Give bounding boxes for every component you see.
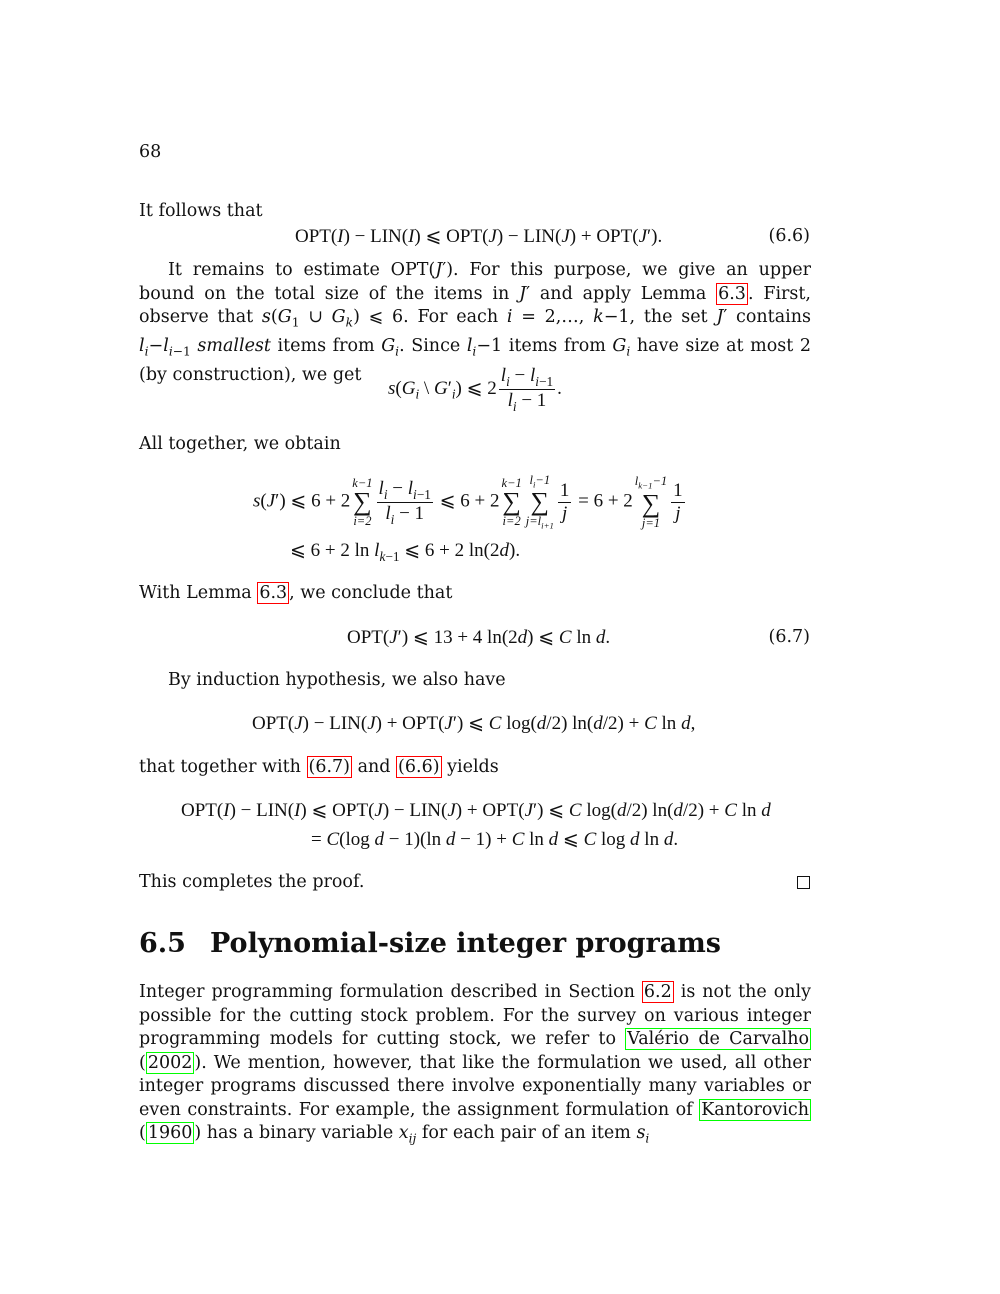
- citation-author-link-2[interactable]: Kantorovich: [701, 1099, 809, 1120]
- inequality-group-size: $s(G_i$ \ $G'_i$) ⩽ 2 $\frac{l_i - l_{i-1}}{l_i - 1}$ .: [388, 365, 562, 414]
- equation-label-6-7: (6.7): [768, 627, 810, 647]
- inequality-sum-line2: ⩽ 6 + 2 $\ln l_{k-1}$ ⩽ 6 + 2 ln(2d).: [290, 540, 521, 564]
- citation-year-link-2[interactable]: 1960: [147, 1123, 193, 1143]
- inequality-sum-line1: s(J′) ⩽ 6 + 2 k−1 ∑ i=2 $\frac{l_i - l_{i-1}}{l_i - 1}$ ⩽ 6 + 2 k−1 ∑ i=2 $l_i-1$ ∑ $j=l_{i+1}$ $\frac{1}{j}$ = 6 + 2 $l_{k-1}-1$ ∑ j=1 $\frac{1}{j}$: [253, 473, 683, 531]
- equation-ref-6-7[interactable]: (6.7): [308, 757, 350, 777]
- paragraph-integer-programs: Integer programming formulation described in Section 6.2 is not the only possible for the cutting stock problem. For the survey on various integer programming models for cutting stock, we refer to Valério de Carvalho ( 2002 ). We mention, however, that like the formulation we used, all other integer programs discussed there involve exponentially many variables or even constraints. For example, the assignment formulation of Kantorovich ( 1960 ) has a binary variable $x_{ij}$ for each pair of an item $s_i$: [139, 982, 811, 1146]
- equation-ref-6-6[interactable]: (6.6): [398, 757, 440, 777]
- equation-6-6: OPT(I) − LIN(I) ⩽ OPT(J) − LIN(J) + OPT(J′).: [295, 226, 663, 247]
- inequality-induction: OPT(J) − LIN(J) + OPT(J′) ⩽ C log(d/2) ln(d/2) + C ln d,: [252, 713, 696, 734]
- equation-6-7: OPT(J′) ⩽ 13 + 4 ln(2d) ⩽ C ln d.: [347, 627, 611, 648]
- citation-year-link[interactable]: 2002: [147, 1052, 193, 1073]
- section-ref-link[interactable]: 6.2: [643, 982, 672, 1002]
- section-heading: [139, 928, 721, 959]
- completes-proof-text: This completes the proof.: [139, 872, 365, 892]
- together-text: that together with (6.7) and (6.6) yields: [139, 757, 499, 777]
- qed-square-icon: [797, 876, 810, 889]
- section-title: Polynomial-size integer programs: [209, 928, 722, 959]
- intro-text: It follows that: [139, 201, 263, 221]
- section-number: 6.5: [139, 928, 186, 959]
- lemma-ref-link[interactable]: 6.3: [718, 283, 746, 304]
- citation-author-link[interactable]: Valério de Carvalho: [627, 1029, 810, 1049]
- induction-text: By induction hypothesis, we also have: [168, 670, 506, 690]
- lemma-ref-link-2[interactable]: 6.3: [259, 583, 288, 603]
- inequality-final-line2: = C(log d − 1)(ln d − 1) + C ln d ⩽ C log d ln d.: [311, 829, 679, 850]
- paragraph-estimate: It remains to estimate OPT(J′). For this purpose, we give an upper bound on the total size of the items in J′ and apply Lemma 6.3 . First, observe that $s(G_1$ ∪ $G_k$) ⩽ 6. For each i = 2,…, k−1, the set J′ contains $l_i-l_{i-1}$ smallest items from $G_i$. Since $l_i-1$ items from $G_i$ have size at most 2 (by construction), we get: [139, 260, 811, 385]
- with-lemma-text: With Lemma 6.3 , we conclude that: [139, 583, 453, 603]
- all-together-text: All together, we obtain: [139, 434, 341, 454]
- equation-label-6-6: (6.6): [768, 226, 810, 246]
- page-number: 68: [139, 142, 162, 162]
- inequality-final-line1: OPT(I) − LIN(I) ⩽ OPT(J) − LIN(J) + OPT(J′) ⩽ C log(d/2) ln(d/2) + C ln d: [181, 800, 771, 821]
